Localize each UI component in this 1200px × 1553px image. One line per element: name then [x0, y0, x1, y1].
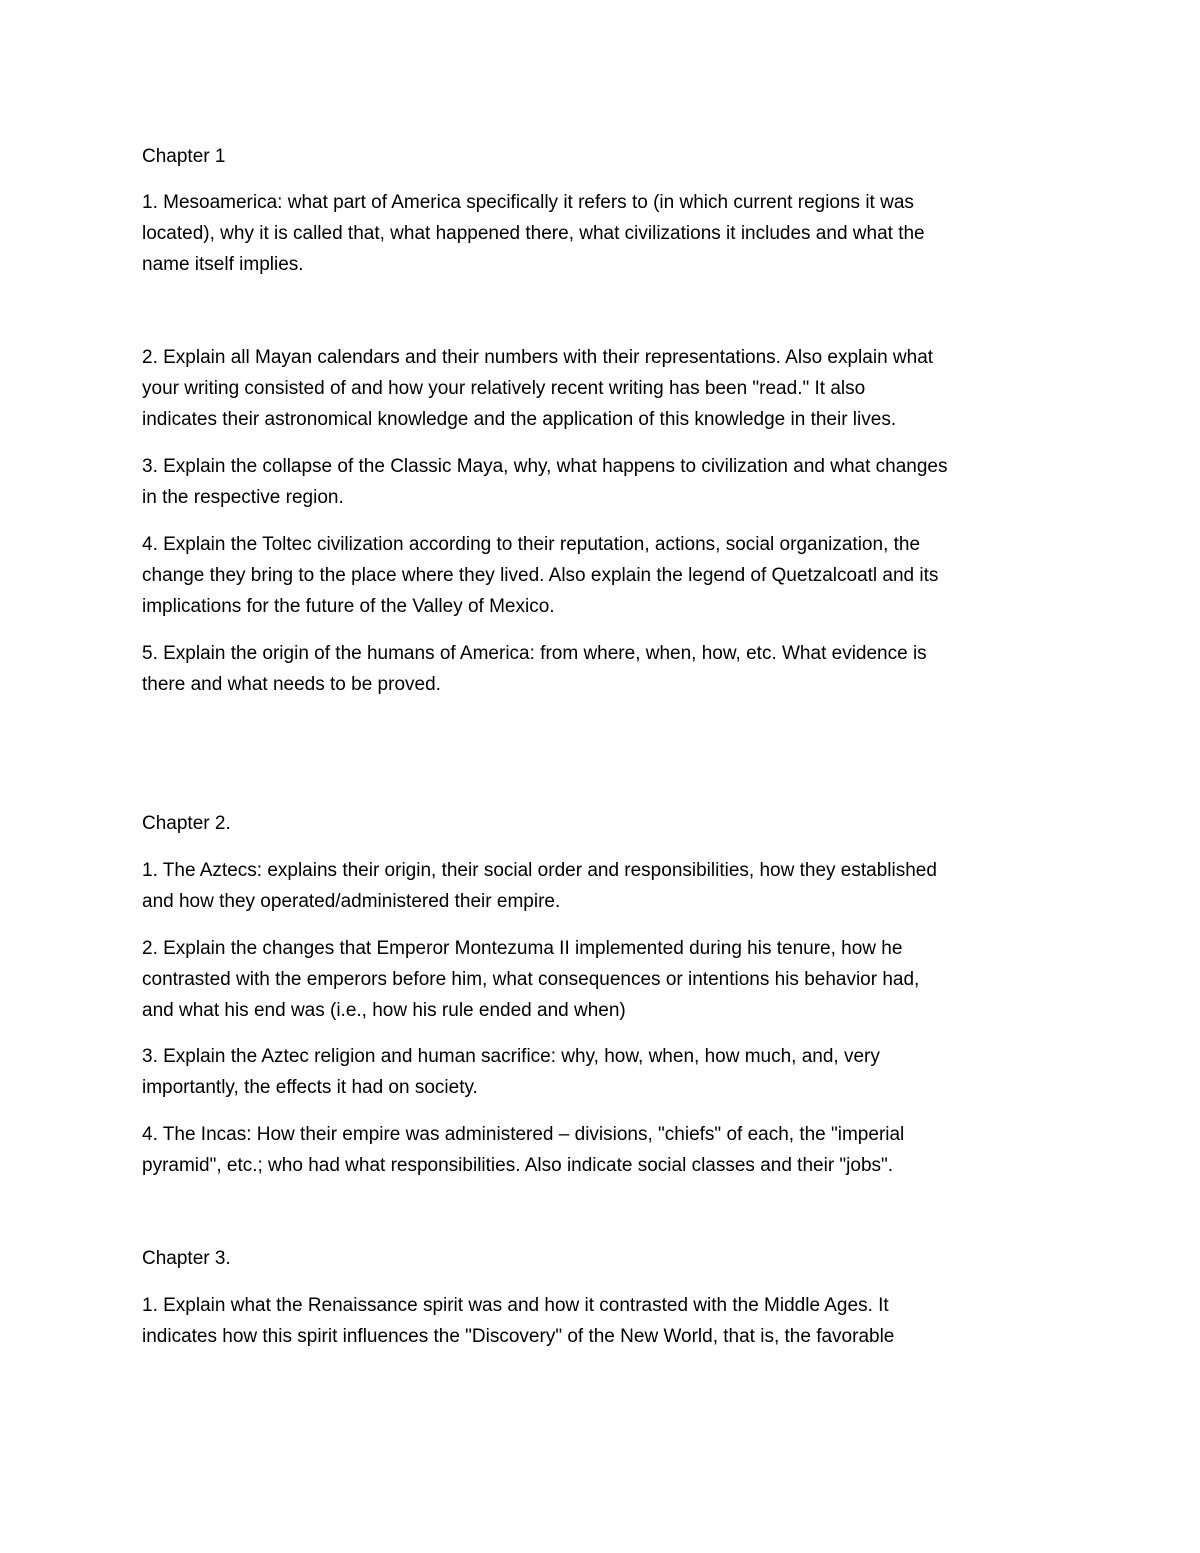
chapter-1-question-3: 3. Explain the collapse of the Classic Maya, why, what happens to civilization and what changes in the respective region.	[142, 456, 948, 508]
chapter-2-question-2: 2. Explain the changes that Emperor Montezuma II implemented during his tenure, how he contrasted with the emperors before him, what consequences or intentions his behavior had, and what his end was (i.e., how his rule ended and when)	[142, 938, 920, 1021]
chapter-1-heading: Chapter 1	[142, 146, 226, 167]
chapter-3-heading: Chapter 3.	[142, 1248, 231, 1269]
chapter-2-question-3: 3. Explain the Aztec religion and human sacrifice: why, how, when, how much, and, very importantly, the effects it had on society.	[142, 1046, 880, 1098]
chapter-1-question-5: 5. Explain the origin of the humans of America: from where, when, how, etc. What evidence is there and what needs to be proved.	[142, 643, 927, 695]
chapter-1-question-2: 2. Explain all Mayan calendars and their numbers with their representations. Also explain what your writing consisted of and how your relatively recent writing has been "read." It also indicates their astronomical knowledge and the application of this knowledge in their lives.	[142, 347, 934, 430]
chapter-2-heading: Chapter 2.	[142, 813, 231, 834]
chapter-2-question-1: 1. The Aztecs: explains their origin, their social order and responsibilities, how they established and how they operated/administered their empire.	[142, 860, 937, 912]
chapter-3-question-1: 1. Explain what the Renaissance spirit was and how it contrasted with the Middle Ages. It indicates how this spirit influences the "Discovery" of the New World, that is, the favorable	[142, 1295, 895, 1347]
chapter-1-question-1: 1. Mesoamerica: what part of America specifically it refers to (in which current regions it was located), why it is called that, what happened there, what civilizations it includes and what the name itself implies.	[142, 192, 925, 275]
chapter-2-question-4: 4. The Incas: How their empire was administered – divisions, "chiefs" of each, the "imperial pyramid", etc.; who had what responsibilities. Also indicate social classes and their "jobs".	[142, 1124, 905, 1176]
chapter-1-question-4: 4. Explain the Toltec civilization according to their reputation, actions, social organization, the change they bring to the place where they lived. Also explain the legend of Quetzalcoatl and its implications for the future of the Valley of Mexico.	[142, 534, 939, 617]
